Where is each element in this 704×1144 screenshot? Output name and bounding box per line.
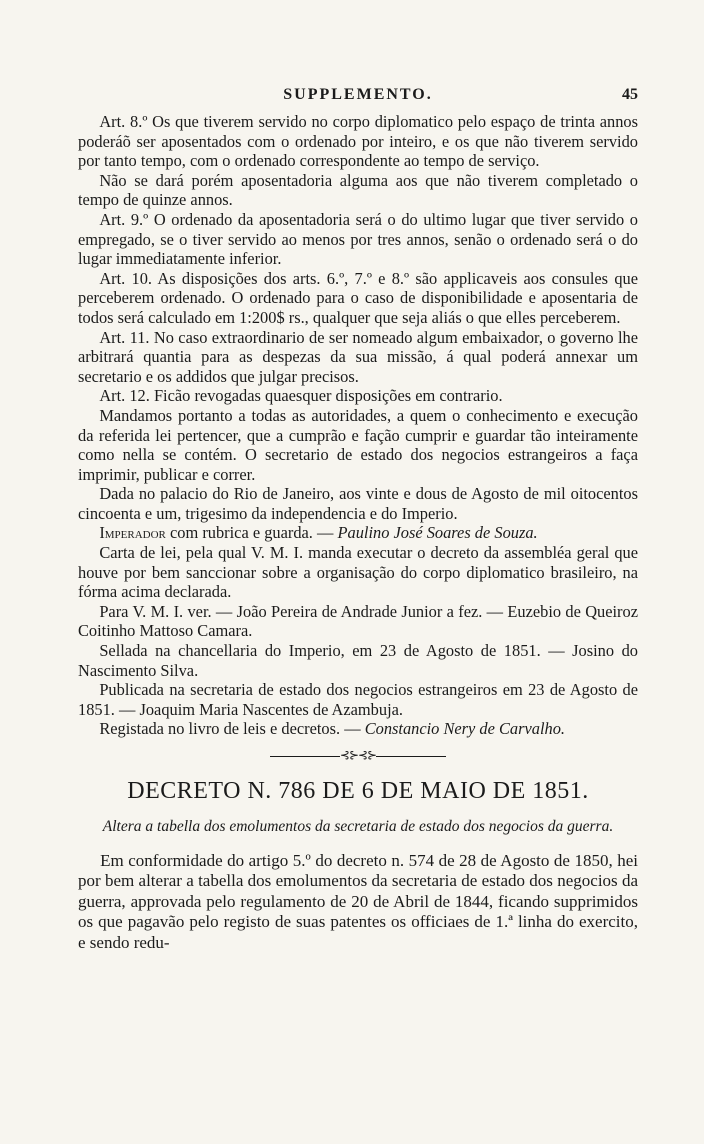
page-body	[78, 112, 638, 953]
paragraph-art-11: Art. 11. No caso extraordinario de ser nomeado algum embaixador, o governo lhe arbitrará quantia para as despezas da sua missão, á qual poderá annexar um secretario e os addidos que julgar precisos.	[78, 327, 638, 386]
registration-text: Registada no livro de leis e decretos. —	[99, 719, 365, 739]
paragraph-dada: Dada no palacio do Rio de Janeiro, aos vinte e dous de Agosto de mil oitocentos cincoenta e um, trigesimo da independencia e do Imperio.	[78, 484, 638, 523]
decree-summary: Altera a tabella dos emolumentos da secretaria de estado dos negocios da guerra.	[102, 818, 614, 835]
paragraph-art-8: Art. 8.º Os que tiverem servido no corpo diplomatico pelo espaço de trinta annos poderáõ ser aposentados com o ordenado por inteiro, e os que não tiverem servido por tanto tempo, com o ordenado correspondente ao tempo de serviço.	[78, 112, 638, 171]
running-title: SUPPLEMENTO.	[283, 86, 433, 103]
paragraph-art-8-cont: Não se dará porém aposentadoria alguma aos que não tiverem completado o tempo de quinze annos.	[78, 170, 638, 210]
paragraph-carta: Carta de lei, pela qual V. M. I. manda executar o decreto da assembléa geral que houve por bem sanccionar sobre a organisação do corpo diplomatico brasileiro, na fórma acima declarada.	[78, 543, 638, 602]
signature-title: Imperador	[99, 523, 166, 543]
signature-minister: Paulino José Soares de Souza.	[337, 523, 538, 543]
decree-title: DECRETO N. 786 DE 6 DE MAIO DE 1851.	[127, 778, 589, 804]
page-header	[78, 86, 638, 108]
ornament-rule-right	[376, 756, 446, 757]
paragraph-art-9: Art. 9.º O ordenado da aposentadoria será o do ultimo lugar que tiver servido o empregado, se o tiver servido ao menos por tres annos, senão o ordenado será o do lugar immediatamente inferior.	[78, 209, 638, 269]
page-number: 45	[622, 86, 638, 103]
paragraph-registada	[78, 719, 638, 739]
section-ornament	[78, 749, 638, 761]
paragraph-publicada: Publicada na secretaria de estado dos negocios estrangeiros em 23 de Agosto de 1851. — Joaquim Maria Nascentes de Azambuja.	[78, 680, 638, 719]
paragraph-art-10: Art. 10. As disposições dos arts. 6.º, 7.º e 8.º são applicaveis aos consules que perceberem ordenado. O ordenado para o caso de disponibilidade e aposentaria de todos será calculado em 1:200$ rs., qualquer que seja aliás o que elles perceberem.	[78, 268, 638, 327]
ornament-rule-left	[270, 756, 340, 757]
paragraph-mandamos: Mandamos portanto a todas as autoridades, a quem o conhecimento e execução da referida lei pertencer, que a cumprão e fação cumprir e guardar tão inteiramente como nella se contém. O secretario de estado dos negocios estrangeiros a faça imprimir, publicar e correr.	[78, 405, 638, 484]
paragraph-art-12: Art. 12. Ficão revogadas quaesquer disposições em contrario.	[99, 386, 503, 406]
paragraph-sellada: Sellada na chancellaria do Imperio, em 23 de Agosto de 1851. — Josino do Nascimento Silva.	[78, 641, 638, 680]
paragraph-para: Para V. M. I. ver. — João Pereira de Andrade Junior a fez. — Euzebio de Queiroz Coitinho Mattoso Camara.	[78, 601, 638, 641]
signature-text: com rubrica e guarda. —	[165, 523, 338, 543]
signature-line	[78, 523, 638, 543]
registration-name: Constancio Nery de Carvalho.	[364, 719, 566, 739]
decree-body	[78, 851, 638, 954]
ornament-glyph: ⊰⊱⊰⊱	[339, 748, 377, 762]
decree-body-paragraph: Em conformidade do artigo 5.º do decreto n. 574 de 28 de Agosto de 1850, hei por bem alterar a tabella dos emolumentos da secretaria de estado dos negocios da guerra, approvada pelo regulamento de 20 de Abril de 1844, ficando supprimidos os que pagavão pelo registo de suas patentes os officiaes de 1.ª linha do exercito, e sendo redu-	[78, 850, 638, 952]
